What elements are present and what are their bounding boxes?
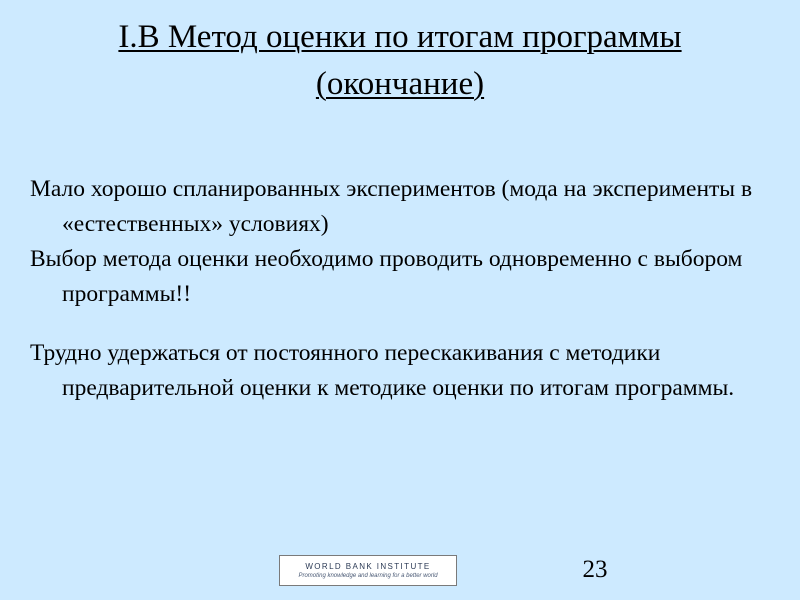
paragraph-method-choice: Выбор метода оценки необходимо проводить одновременно с выбором программы!! xyxy=(30,246,743,307)
slide-body xyxy=(30,172,770,406)
paragraph-difficulty: Трудно удержаться от постоянного перескакивания с методики предварительной оценки к методике оценки по итогам программы. xyxy=(30,340,735,401)
logo-name: WORLD BANK INSTITUTE xyxy=(305,562,431,571)
slide-title-line-1: I.B Метод оценки по итогам программы xyxy=(118,19,682,55)
paragraph-experiments: Мало хорошо спланированных экспериментов (мода на эксперименты в «естественных» условиях) xyxy=(30,176,753,237)
slide-title-line-2: (окончание) xyxy=(315,66,485,102)
slide-title xyxy=(40,14,760,108)
logo-tagline: Promoting knowledge and learning for a better world xyxy=(298,573,438,579)
page-number: 23 xyxy=(582,556,608,583)
world-bank-institute-logo xyxy=(279,555,457,586)
